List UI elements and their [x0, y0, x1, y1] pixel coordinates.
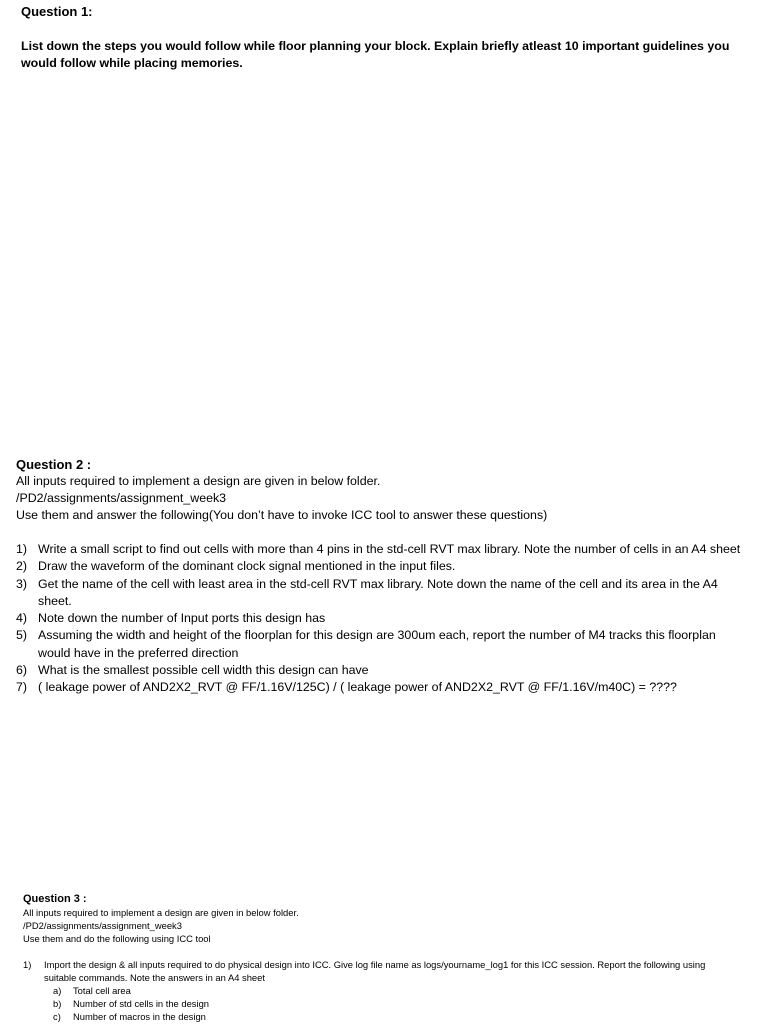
list-item-number: 5) [16, 628, 28, 643]
list-item-number: 2) [16, 559, 28, 574]
question-3-instruction: Use them and do the following using ICC tool [23, 933, 211, 944]
list-item-text: Assuming the width and height of the floorplan for this design are 300um each, report the number of M4 tracks this floorplan would have in the preferred direction [38, 628, 716, 660]
list-item [23, 958, 723, 984]
sublist-item-letter: c) [53, 1011, 61, 1022]
sublist-item-letter: b) [53, 998, 62, 1009]
list-item [16, 576, 746, 611]
list-item [16, 662, 746, 679]
list-item-text: ( leakage power of AND2X2_RVT @ FF/1.16V/125C) / ( leakage power of AND2X2_RVT @ FF/1.16V/m40C) = ???? [38, 680, 677, 695]
list-item-text: Draw the waveform of the dominant clock signal mentioned in the input files. [38, 559, 456, 574]
list-item-number: 3) [16, 576, 28, 591]
question-2-instruction: Use them and answer the following(You don’t have to invoke ICC tool to answer these questions) [16, 508, 548, 522]
list-item-text: Get the name of the cell with least area in the std-cell RVT max library. Note down the name of the cell and its area in the A4 sheet. [38, 576, 718, 608]
list-item-text: Write a small script to find out cells with more than 4 pins in the std-cell RVT max library. Note the number of cells in an A4 sheet [38, 542, 741, 556]
sublist-item [53, 984, 723, 997]
sublist-item-text: Total cell area [73, 985, 131, 996]
question-3-title: Question 3 : [23, 893, 87, 905]
list-item [16, 610, 746, 627]
list-item-number: 1) [23, 959, 32, 970]
list-item-text: What is the smallest possible cell width this design can have [38, 663, 369, 678]
question-3-intro-line: All inputs required to implement a design are given in below folder. [23, 907, 299, 918]
question-2-intro-line: All inputs required to implement a design are given in below folder. [16, 474, 381, 488]
sublist-item-text: Number of std cells in the design [73, 998, 210, 1009]
question-3-list [23, 958, 723, 984]
sublist-item-text: Number of macros in the design [73, 1011, 206, 1022]
list-item-number: 1) [16, 542, 28, 556]
sublist-item [53, 997, 723, 1010]
list-item-text: Import the design & all inputs required to do physical design into ICC. Give log file name as logs/yourname_log1 for this ICC session. Report the following using suitable commands. Note the answers in an A4 sheet [44, 959, 706, 983]
question-2-folder-path: /PD2/assignments/assignment_week3 [16, 491, 227, 505]
list-item [16, 627, 746, 662]
list-item [16, 541, 746, 558]
sublist-item [53, 1010, 723, 1023]
list-item-number: 6) [16, 663, 28, 678]
question-3-section [23, 892, 723, 1023]
question-1-body: List down the steps you would follow while floor planning your block. Explain briefly atleast 10 important guidelines you would follow while placing memories. [21, 39, 730, 70]
question-2-section [16, 456, 746, 697]
list-item-number: 7) [16, 680, 28, 695]
list-item [16, 558, 746, 575]
list-item-text: Note down the number of Input ports this design has [38, 611, 326, 626]
sublist-item-letter: a) [53, 985, 62, 996]
question-3-sublist [23, 984, 723, 1023]
list-item-number: 4) [16, 611, 28, 626]
list-item [16, 679, 746, 696]
question-1-title: Question 1: [21, 4, 93, 19]
question-2-title: Question 2 : [16, 457, 92, 472]
question-3-folder-path: /PD2/assignments/assignment_week3 [23, 920, 182, 931]
question-2-list [16, 541, 746, 697]
